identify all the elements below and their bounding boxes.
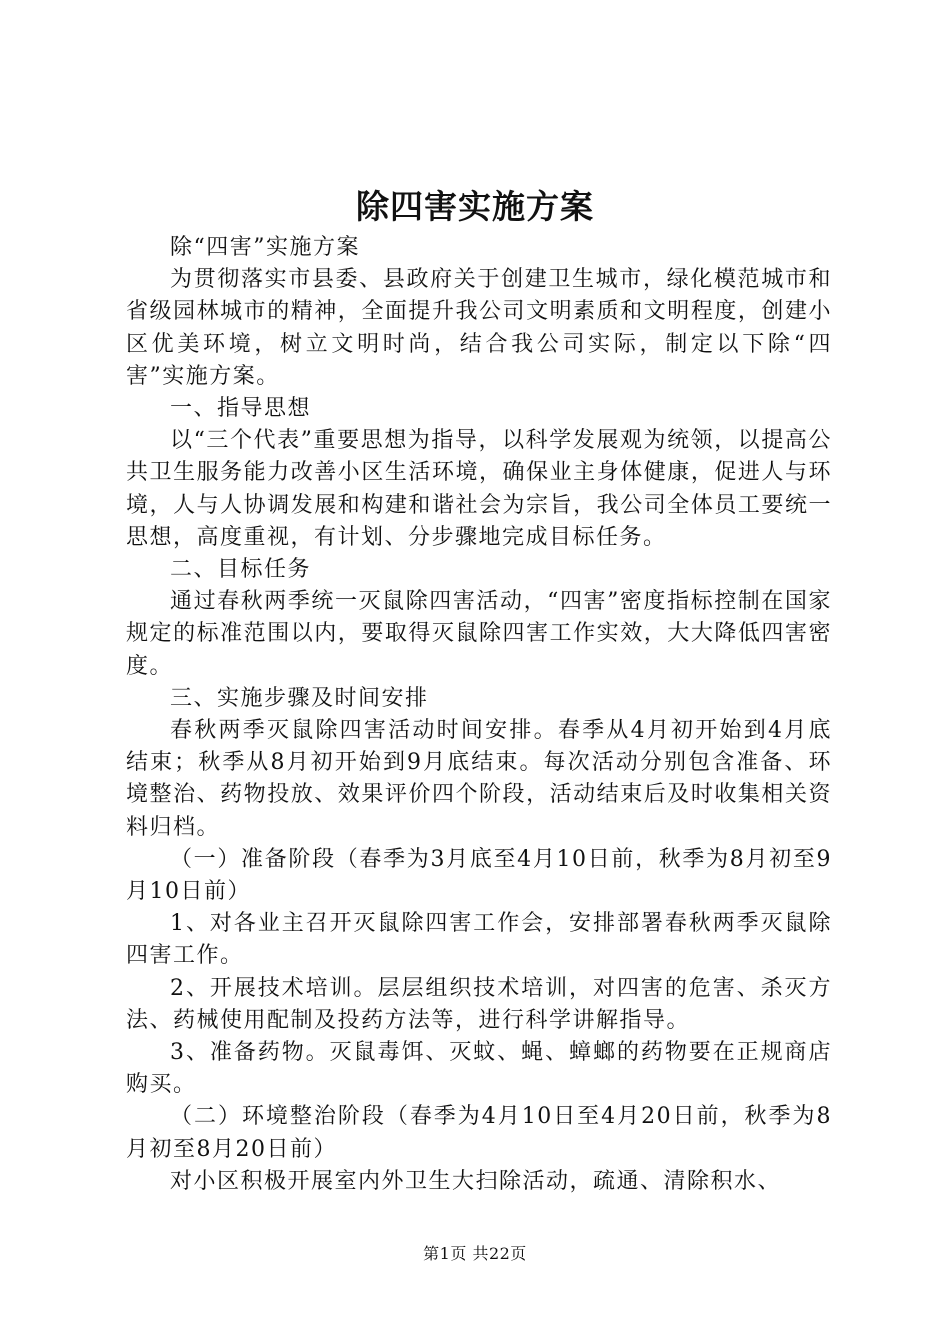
paragraph: 通过春秋两季统一灭鼠除四害活动，“四害”密度指标控制在国家规定的标准范围以内，要取得灭鼠除四害工作实效，大大降低四害密度。 xyxy=(126,589,832,679)
list-item: 3、准备药物。灭鼠毒饵、灭蚊、蝇、蟑螂的药物要在正规商店购买。 xyxy=(126,1040,832,1098)
section-heading-steps: 三、实施步骤及时间安排 xyxy=(170,685,429,711)
document-body xyxy=(126,232,832,1198)
page-footer: 第1页 共22页 xyxy=(423,1244,527,1263)
paragraph: 为贯彻落实市县委、县政府关于创建卫生城市，绿化模范城市和省级园林城市的精神，全面提升我公司文明素质和文明程度，创建小区优美环境，树立文明时尚，结合我公司实际，制定以下除“四害”实施方案。 xyxy=(126,267,832,389)
document-title: 除四害实施方案 xyxy=(356,187,594,226)
subsection-heading-environment: （二）环境整治阶段（春季为4月10日至4月20日前，秋季为8月初至8月20日前） xyxy=(126,1104,832,1162)
section-heading-guiding-thought: 一、指导思想 xyxy=(170,396,312,422)
paragraph: 春秋两季灭鼠除四害活动时间安排。春季从4月初开始到4月底结束；秋季从8月初开始到9月底结束。每次活动分别包含准备、环境整治、药物投放、效果评价四个阶段，活动结束后及时收集相关资料归档。 xyxy=(126,718,832,840)
list-item: 2、开展技术培训。层层组织技术培训，对四害的危害、杀灭方法、药械使用配制及投药方法等，进行科学讲解指导。 xyxy=(126,975,832,1033)
paragraph-heading: 除“四害”实施方案 xyxy=(170,235,360,260)
list-item: 1、对各业主召开灭鼠除四害工作会，安排部署春秋两季灭鼠除四害工作。 xyxy=(126,911,832,969)
paragraph: 对小区积极开展室内外卫生大扫除活动，疏通、清除积水、 xyxy=(170,1168,782,1194)
section-heading-goals: 二、目标任务 xyxy=(170,557,312,583)
subsection-heading-preparation: （一）准备阶段（春季为3月底至4月10日前，秋季为8月初至9月10日前） xyxy=(126,846,832,905)
paragraph: 以“三个代表”重要思想为指导，以科学发展观为统领，以提高公共卫生服务能力改善小区生活环境，确保业主身体健康，促进人与环境，人与人协调发展和构建和谐社会为宗旨，我公司全体员工要统一思想，高度重视，有计划、分步骤地完成目标任务。 xyxy=(126,428,832,550)
